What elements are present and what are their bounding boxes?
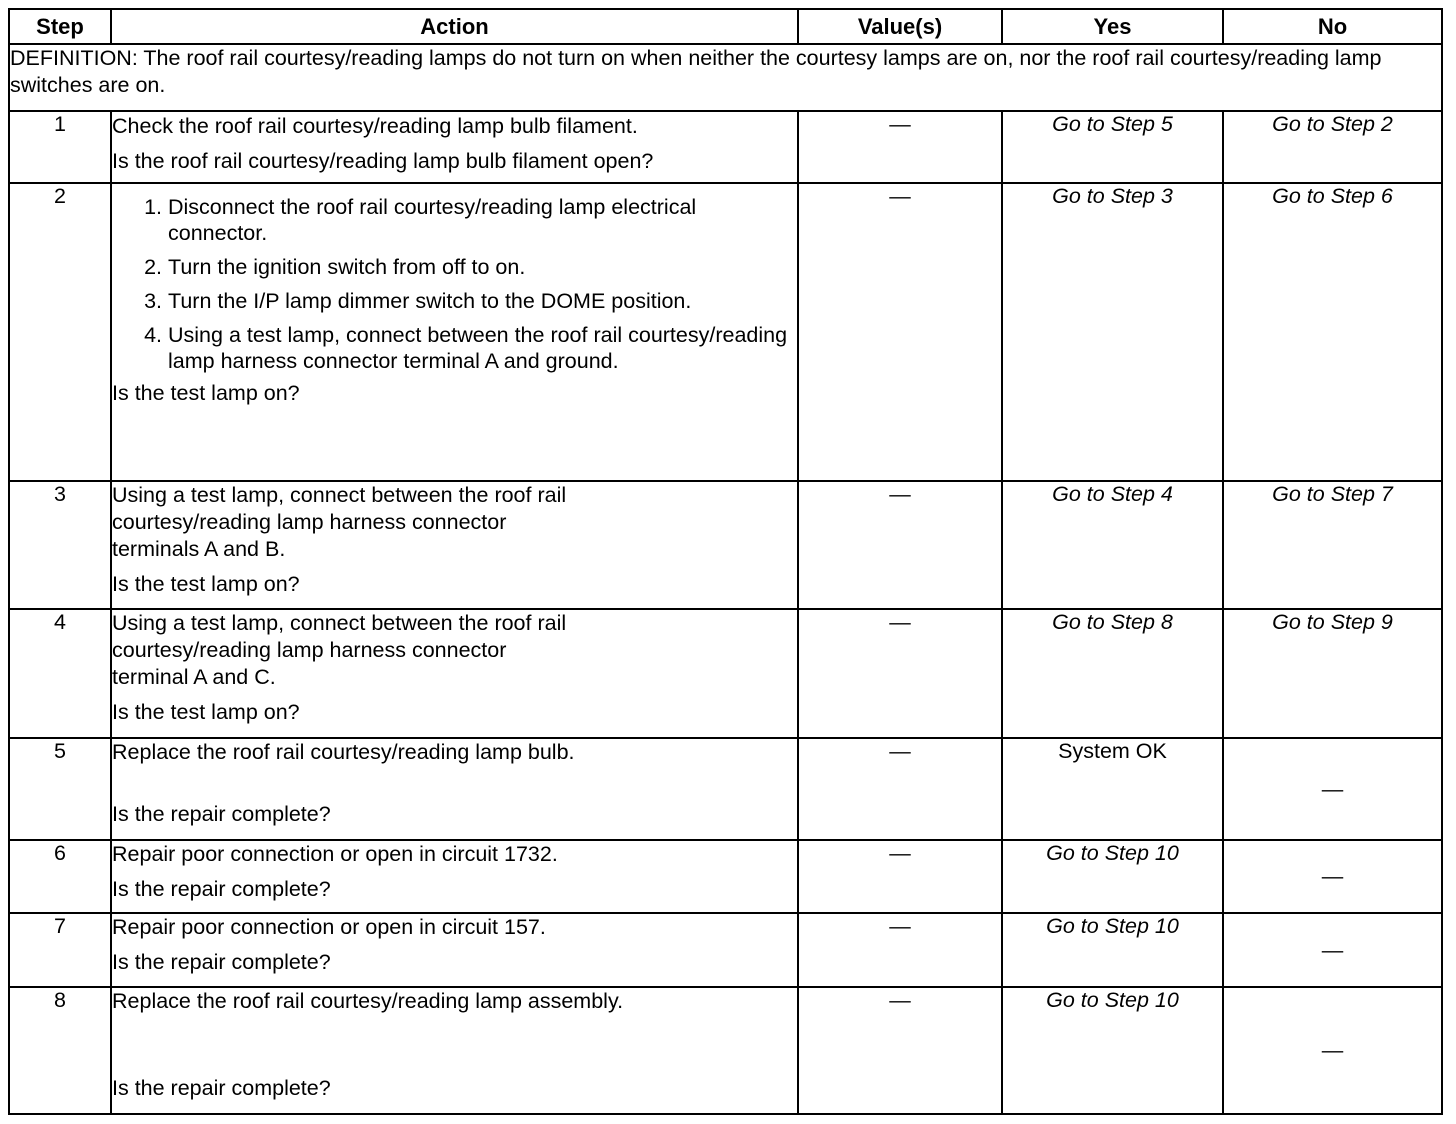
table-row (9, 481, 1442, 609)
action-question: Is the repair complete? (112, 1076, 331, 1100)
value-cell: — (798, 987, 1002, 1114)
diagnostic-table (8, 8, 1443, 1115)
no-cell: Go to Step 2 (1223, 111, 1442, 183)
yes-cell: Go to Step 4 (1002, 481, 1223, 609)
header-yes: Yes (1002, 9, 1223, 44)
action-cell (111, 913, 798, 987)
action-cell (111, 987, 798, 1114)
yes-cell: System OK (1002, 738, 1223, 840)
substep-list (112, 194, 797, 374)
action-question: Is the test lamp on? (112, 381, 300, 405)
header-values: Value(s) (798, 9, 1002, 44)
table-row (9, 840, 1442, 913)
yes-cell: Go to Step 10 (1002, 913, 1223, 987)
action-line: courtesy/reading lamp harness connector (112, 638, 507, 662)
definition-text: DEFINITION: The roof rail courtesy/reading lamps do not turn on when neither the courtesy lamps are on, nor the roof rail courtesy/reading lamp switches are on. (9, 44, 1442, 111)
definition-row (9, 44, 1442, 111)
table-row (9, 987, 1442, 1114)
action-line: Using a test lamp, connect between the roof rail (112, 611, 567, 635)
step-number: 3 (9, 481, 111, 609)
action-question: Is the repair complete? (112, 877, 331, 901)
action-cell (111, 111, 798, 183)
yes-cell: Go to Step 8 (1002, 609, 1223, 738)
table-row (9, 183, 1442, 481)
value-cell: — (798, 183, 1002, 481)
step-number: 7 (9, 913, 111, 987)
action-question: Is the test lamp on? (112, 572, 300, 596)
header-row (9, 9, 1442, 44)
table-row (9, 738, 1442, 840)
action-text: Repair poor connection or open in circuit 1732. (112, 842, 558, 866)
substep-item: 3. Turn the I/P lamp dimmer switch to the DOME position. (168, 288, 797, 314)
value-cell: — (798, 738, 1002, 840)
yes-cell: Go to Step 10 (1002, 987, 1223, 1114)
substep-item: 1. Disconnect the roof rail courtesy/reading lamp electrical connector. (168, 194, 797, 246)
step-number: 5 (9, 738, 111, 840)
action-question: Is the repair complete? (112, 802, 331, 826)
step-number: 6 (9, 840, 111, 913)
diagnostic-table-container (8, 8, 1441, 1115)
action-text: Replace the roof rail courtesy/reading lamp bulb. (112, 740, 575, 764)
value-cell: — (798, 913, 1002, 987)
action-text: Repair poor connection or open in circuit 157. (112, 915, 546, 939)
step-number: 2 (9, 183, 111, 481)
yes-cell: Go to Step 3 (1002, 183, 1223, 481)
table-row (9, 609, 1442, 738)
action-question: Is the roof rail courtesy/reading lamp bulb filament open? (112, 149, 654, 173)
table-row (9, 913, 1442, 987)
no-cell: — (1223, 913, 1442, 987)
action-cell (111, 738, 798, 840)
action-cell (111, 481, 798, 609)
action-question: Is the test lamp on? (112, 700, 300, 724)
yes-cell: Go to Step 5 (1002, 111, 1223, 183)
value-cell: — (798, 840, 1002, 913)
substep-item: 4. Using a test lamp, connect between the roof rail courtesy/reading lamp harness connector terminal A and ground. (168, 322, 797, 374)
action-line: terminals A and B. (112, 537, 286, 561)
header-step: Step (9, 9, 111, 44)
step-number: 8 (9, 987, 111, 1114)
action-line: Using a test lamp, connect between the roof rail (112, 483, 567, 507)
action-cell (111, 183, 798, 481)
action-cell (111, 609, 798, 738)
substep-item: 2. Turn the ignition switch from off to on. (168, 254, 797, 280)
table-row (9, 111, 1442, 183)
value-cell: — (798, 481, 1002, 609)
action-cell (111, 840, 798, 913)
action-text: Check the roof rail courtesy/reading lamp bulb filament. (112, 114, 638, 138)
action-text: Replace the roof rail courtesy/reading lamp assembly. (112, 989, 624, 1013)
step-number: 4 (9, 609, 111, 738)
no-cell: Go to Step 6 (1223, 183, 1442, 481)
no-cell: — (1223, 738, 1442, 840)
value-cell: — (798, 111, 1002, 183)
header-no: No (1223, 9, 1442, 44)
yes-cell: Go to Step 10 (1002, 840, 1223, 913)
no-cell: — (1223, 840, 1442, 913)
step-number: 1 (9, 111, 111, 183)
action-line: terminal A and C. (112, 665, 276, 689)
no-cell: Go to Step 7 (1223, 481, 1442, 609)
value-cell: — (798, 609, 1002, 738)
action-line: courtesy/reading lamp harness connector (112, 510, 507, 534)
no-cell: Go to Step 9 (1223, 609, 1442, 738)
header-action: Action (111, 9, 798, 44)
no-cell: — (1223, 987, 1442, 1114)
action-question: Is the repair complete? (112, 950, 331, 974)
